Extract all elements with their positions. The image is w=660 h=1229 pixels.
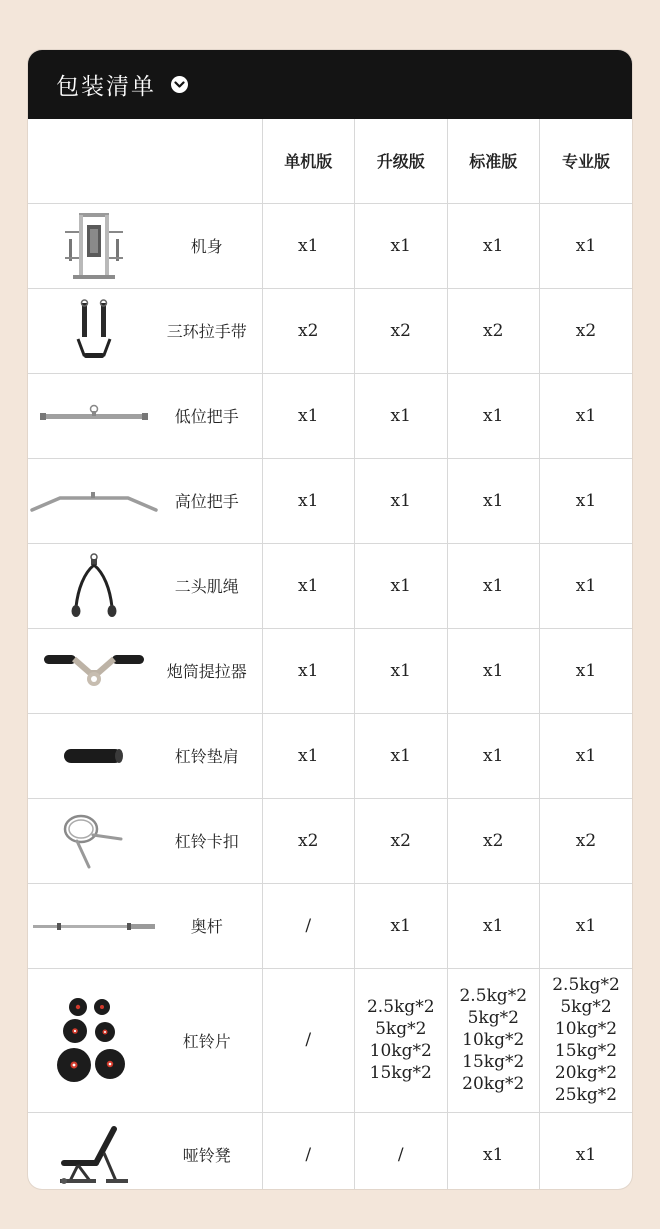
quantity-value: x1: [483, 405, 504, 426]
dumbbell-bench-icon: [28, 1113, 160, 1190]
weight-value: 15kg*2: [369, 1063, 432, 1083]
olympic-bar-icon: [28, 884, 160, 968]
quantity-value: x1: [483, 575, 504, 596]
quantity-value: x1: [483, 1144, 504, 1165]
item-label: 哑铃凳: [182, 1146, 231, 1165]
weight-value: 5kg*2: [560, 997, 612, 1017]
biceps-rope-icon: [28, 544, 160, 628]
barbell-pad-icon: [28, 714, 160, 798]
quantity-value: x1: [575, 660, 597, 681]
weight-value: 2.5kg*2: [459, 986, 528, 1006]
quantity-value: x1: [575, 1144, 597, 1165]
table-row: [28, 373, 632, 458]
weight-value: 15kg*2: [554, 1041, 618, 1061]
quantity-value: x1: [483, 235, 504, 256]
item-label: 三环拉手带: [166, 322, 247, 341]
quantity-value: x2: [575, 830, 597, 851]
weight-value: 15kg*2: [462, 1052, 525, 1072]
weight-list: [448, 985, 540, 1095]
quantity-value: x2: [483, 830, 504, 851]
table-row: [28, 628, 632, 713]
low-bar-handle-icon: [28, 374, 160, 458]
table-row: [28, 713, 632, 798]
quantity-value: x1: [298, 490, 319, 511]
quantity-value: x1: [483, 660, 504, 681]
weight-value: 20kg*2: [462, 1074, 525, 1094]
cannon-row-handle-icon: [28, 629, 160, 713]
quantity-value: x2: [298, 320, 319, 341]
header-empty-cell: [28, 119, 262, 203]
weight-value: 10kg*2: [369, 1041, 432, 1061]
quantity-value: x1: [390, 915, 411, 936]
packing-table: [28, 119, 632, 1189]
page-title: 包装清单: [56, 74, 156, 100]
quantity-value: x1: [390, 745, 411, 766]
item-label: 杠铃片: [182, 1031, 231, 1051]
item-label: 高位把手: [174, 492, 239, 511]
table-row: [28, 203, 632, 288]
tri-ring-strap-icon: [28, 289, 160, 373]
quantity-value: x1: [298, 745, 319, 766]
quantity-value: x1: [575, 235, 597, 256]
quantity-value: x2: [390, 320, 411, 341]
item-label: 奥杆: [190, 917, 223, 936]
quantity-value: x2: [575, 320, 597, 341]
quantity-value: x1: [483, 915, 504, 936]
item-label: 低位把手: [174, 407, 239, 426]
table-row: [28, 1112, 632, 1189]
column-header: 升级版: [355, 119, 448, 203]
weight-value: 25kg*2: [554, 1085, 618, 1105]
quantity-value: x2: [390, 830, 411, 851]
quantity-value: /: [397, 1144, 404, 1165]
quantity-value: /: [305, 1144, 312, 1165]
weight-value: /: [305, 1030, 312, 1050]
quantity-value: x1: [390, 490, 411, 511]
quantity-value: x1: [575, 575, 597, 596]
quantity-value: x1: [298, 575, 319, 596]
quantity-value: x2: [483, 320, 504, 341]
machine-frame-icon: [28, 204, 160, 288]
quantity-value: x1: [390, 660, 411, 681]
quantity-value: x1: [298, 405, 319, 426]
quantity-value: x1: [390, 235, 411, 256]
table-row: [28, 883, 632, 968]
quantity-value: /: [305, 915, 312, 936]
weight-value: 20kg*2: [554, 1063, 618, 1083]
high-bar-handle-icon: [28, 459, 160, 543]
column-header: 标准版: [447, 119, 540, 203]
chevron-down-icon[interactable]: [171, 76, 188, 93]
quantity-value: x1: [575, 405, 597, 426]
quantity-value: x1: [298, 235, 319, 256]
item-label: 杠铃卡扣: [174, 832, 239, 851]
quantity-value: x1: [575, 915, 597, 936]
weight-value: 2.5kg*2: [552, 975, 620, 995]
quantity-value: x1: [390, 575, 411, 596]
barbell-clip-icon: [28, 799, 160, 883]
item-label: 杠铃垫肩: [174, 747, 239, 766]
quantity-value: x1: [483, 490, 504, 511]
packing-list-card: [28, 50, 632, 1189]
weight-list: [263, 1029, 355, 1051]
table-row: [28, 458, 632, 543]
quantity-value: x1: [390, 405, 411, 426]
weight-value: 10kg*2: [462, 1030, 525, 1050]
weight-list: [355, 996, 447, 1084]
header: [28, 50, 632, 119]
weight-value: 2.5kg*2: [366, 997, 435, 1017]
table-row: [28, 288, 632, 373]
weight-value: 10kg*2: [554, 1019, 618, 1039]
weight-value: 5kg*2: [467, 1008, 519, 1028]
item-label: 机身: [190, 237, 223, 256]
quantity-value: x2: [298, 830, 319, 851]
item-label: 二头肌绳: [174, 577, 239, 596]
table-row: [28, 543, 632, 628]
table-row: [28, 968, 632, 1112]
table-header-row: [28, 119, 632, 203]
weight-list: [540, 974, 632, 1106]
weight-plates-icon: [28, 980, 160, 1100]
item-label: 炮筒提拉器: [166, 662, 247, 681]
column-header: 单机版: [262, 119, 355, 203]
quantity-value: x1: [298, 660, 319, 681]
quantity-value: x1: [575, 490, 597, 511]
quantity-value: x1: [575, 745, 597, 766]
weight-value: 5kg*2: [375, 1019, 427, 1039]
quantity-value: x1: [483, 745, 504, 766]
table-row: [28, 798, 632, 883]
column-header: 专业版: [540, 119, 633, 203]
